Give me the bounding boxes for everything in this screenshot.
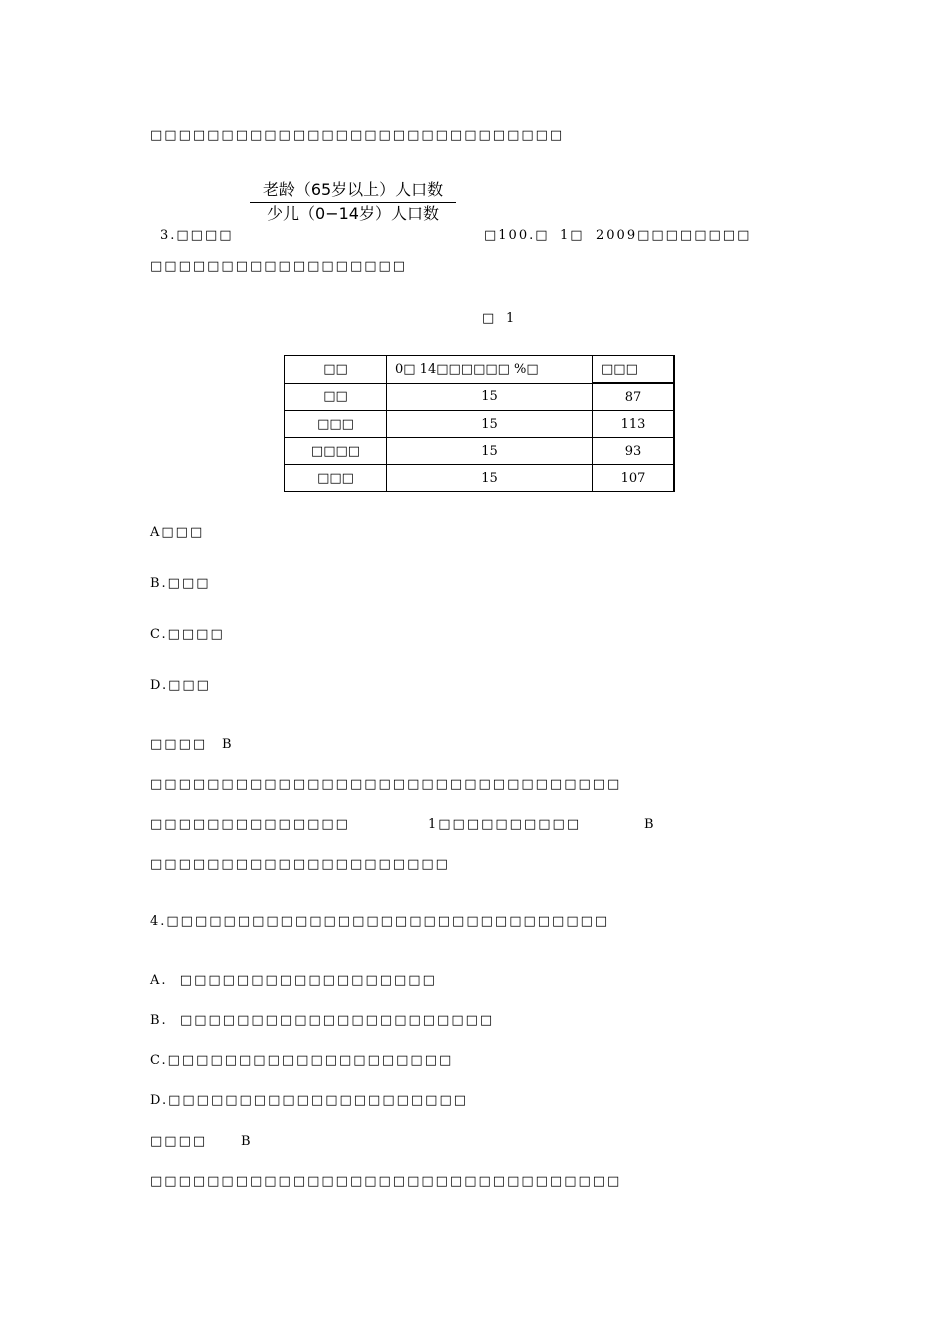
- option-a: A□□□: [150, 525, 205, 540]
- table-row: [285, 438, 675, 465]
- explanation-3-line-2c: B: [644, 817, 656, 832]
- table-cell: □□□: [285, 465, 387, 492]
- question-3-tail-c: 2009□□□□□□□□: [596, 228, 752, 243]
- table-cell: 93: [593, 438, 675, 465]
- table-cell: 15: [387, 383, 593, 411]
- table-cell: 15: [387, 411, 593, 438]
- question-3-label: 3.□□□□: [160, 228, 234, 243]
- option-b: B.□□□: [150, 576, 211, 591]
- question-3-line-2: □□□□□□□□□□□□□□□□□□: [150, 259, 408, 274]
- table-header-row: [285, 356, 675, 384]
- intro-line: □□□□□□□□□□□□□□□□□□□□□□□□□□□□□: [150, 128, 565, 143]
- explanation-3-line-2b: 1□□□□□□□□□□: [428, 817, 582, 832]
- table-caption-number: 1: [506, 311, 517, 326]
- question-4-option-d: D.□□□□□□□□□□□□□□□□□□□□□: [150, 1093, 469, 1108]
- explanation-3-line-3: □□□□□□□□□□□□□□□□□□□□□: [150, 857, 450, 872]
- aging-index-fraction: [250, 178, 456, 225]
- table-cell: 15: [387, 465, 593, 492]
- option-d: D.□□□: [150, 678, 211, 693]
- explanation-4-line-1: □□□□□□□□□□□□□□□□□□□□□□□□□□□□□□□□□: [150, 1174, 622, 1189]
- table-row: [285, 383, 675, 411]
- question-3-tail-b: 1□: [560, 228, 585, 243]
- explanation-3-line-1: □□□□□□□□□□□□□□□□□□□□□□□□□□□□□□□□□: [150, 777, 622, 792]
- table-header-cell: □□□: [593, 356, 675, 384]
- answer-3-value: B: [222, 737, 234, 752]
- table-cell: 107: [593, 465, 675, 492]
- table-cell: □□: [285, 383, 387, 411]
- table-cell: □□□□: [285, 438, 387, 465]
- table-cell: 87: [593, 383, 675, 411]
- table-caption-prefix: □: [482, 311, 497, 326]
- fraction-numerator: 老龄（65岁以上）人口数: [262, 180, 444, 199]
- table-header-cell: □□: [285, 356, 387, 384]
- data-table: [284, 355, 675, 492]
- table-cell: □□□: [285, 411, 387, 438]
- answer-4-value: B: [241, 1134, 253, 1149]
- table-header-cell: 0□ 14□□□□□□ %□: [387, 356, 593, 384]
- table-row: [285, 465, 675, 492]
- question-4-option-c: C.□□□□□□□□□□□□□□□□□□□□: [150, 1053, 454, 1068]
- table-cell: 113: [593, 411, 675, 438]
- question-4-option-a: A. □□□□□□□□□□□□□□□□□□: [150, 973, 437, 988]
- table-cell: 15: [387, 438, 593, 465]
- answer-4-label: □□□□: [150, 1134, 208, 1149]
- question-4: 4.□□□□□□□□□□□□□□□□□□□□□□□□□□□□□□□: [150, 914, 610, 929]
- table-row: [285, 411, 675, 438]
- fraction-denominator: 少儿（0−14岁）人口数: [267, 204, 439, 223]
- answer-3-label: □□□□: [150, 737, 208, 752]
- question-4-option-b: B. □□□□□□□□□□□□□□□□□□□□□□: [150, 1013, 495, 1028]
- question-3-tail-a: □100.□: [484, 228, 550, 243]
- option-c: C.□□□□: [150, 627, 225, 642]
- explanation-3-line-2a: □□□□□□□□□□□□□□: [150, 817, 350, 832]
